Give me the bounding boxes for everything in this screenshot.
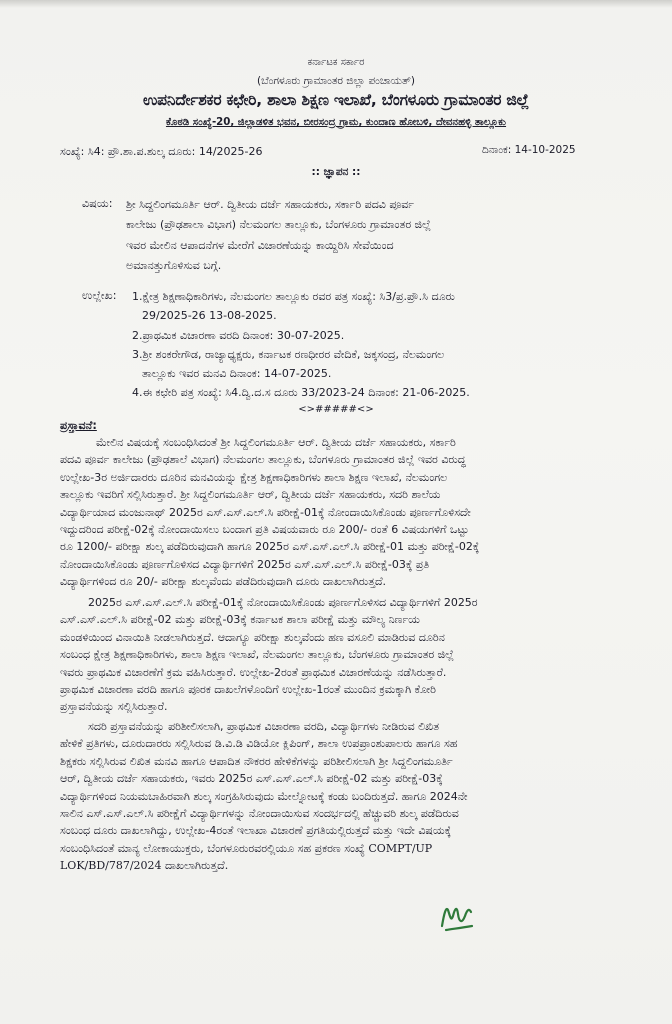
paragraph-line: ಆರ್, ದ್ವಿತೀಯ ದರ್ಜೆ ಸಹಾಯಕರು, ಇವರು 2025ರ ಎಸ್.ಎಸ್.ಎಲ್.ಸಿ ಪರೀಕ್ಷೆ-02 ಮತ್ತು ಪರೀಕ್ಷೆ-03ಕ್ಕೆ bbox=[60, 772, 443, 786]
paragraph-line: 2025ರ ಎಸ್.ಎಸ್.ಎಲ್.ಸಿ ಪರೀಕ್ಷೆ-01ಕ್ಕೆ ನೋಂದಾಯಿಸಿಕೊಂಡು ಪೂರ್ಣಗೊಳಿಸದ ವಿದ್ಯಾರ್ಥಿಗಳಿಗೆ 2025ರ bbox=[88, 596, 478, 609]
subject-line: ಇವರ ಮೇಲಿನ ಆಪಾದನೆಗಳ ಮೇರೆಗೆ ವಿಚಾರಣೆಯನ್ನು ಕಾಯ್ದಿರಿಸಿ ಸೇವೆಯಿಂದ bbox=[126, 238, 394, 252]
header-govt: ಕರ್ನಾಟಕ ಸರ್ಕಾರ bbox=[307, 57, 365, 68]
paragraph-line: ಪ್ರಸ್ತಾವನೆಯನ್ನು ಸಲ್ಲಿಸಿರುತ್ತಾರೆ. bbox=[60, 700, 168, 714]
reference-number: ಸಂಖ್ಯೆ: ಸಿ4: ಪ್ರೌ.ಶಾ.ಪ.ಶುಲ್ಕ ದೂರು: 14/2025-26 bbox=[60, 145, 263, 158]
paragraph-line: ಸದರಿ ಪ್ರಸ್ತಾವನೆಯನ್ನು ಪರಿಶೀಲಿಸಲಾಗಿ, ಪ್ರಾಥಮಿಕ ವಿಚಾರಣಾ ವರದಿ, ವಿದ್ಯಾರ್ಥಿಗಳು ನೀಡಿರುವ ಲಿಖಿತ bbox=[88, 720, 440, 733]
subject-line: ಶ್ರೀ ಸಿದ್ದಲಿಂಗಮೂರ್ತಿ ಆರ್. ದ್ವಿತೀಯ ದರ್ಜೆ ಸಹಾಯಕರು, ಸರ್ಕಾರಿ ಪದವಿ ಪೂರ್ವ bbox=[126, 198, 414, 211]
signature-initials bbox=[438, 896, 476, 936]
paragraph-line: ಸಂಬಂಧಿಸಿದಂತೆ ಮಾನ್ಯ ಲೋಕಾಯುಕ್ತರು, ಬೆಂಗಳೂರುರವರಲ್ಲಿಯೂ ಸಹ ಪ್ರಕರಣ ಸಂಖ್ಯೆ COMPT/UP bbox=[60, 841, 433, 855]
paragraph-line: ಶಿಕ್ಷಕರು ಸಲ್ಲಿಸಿರುವ ಲಿಖಿತ ಮನವಿ ಹಾಗೂ ಆಪಾದಿತ ನೌಕರರ ಹೇಳಿಕೆಗಳನ್ನು ಪರಿಶೀಲಿಸಲಾಗಿ ಶ್ರೀ ಸಿದ್ದಲಿಂಗಮೂರ್ತಿ bbox=[60, 754, 453, 768]
subject-text bbox=[126, 195, 616, 277]
paragraph-line: ಇವರು ಪ್ರಾಥಮಿಕ ವಿಚಾರಣೆಗೆ ಕ್ರಮ ವಹಿಸಿರುತ್ತಾರೆ. ಉಲ್ಲೇಖ-2ರಂತೆ ಪ್ರಾಥಮಿಕ ವಿಚಾರಣೆಯನ್ನು ನಡೆಸಿರುತ್ತಾರೆ. bbox=[60, 665, 447, 679]
page-top-edge bbox=[0, 0, 672, 8]
document-date: ದಿನಾಂಕ: 14-10-2025 bbox=[482, 144, 576, 156]
subject-label: ವಿಷಯ: bbox=[82, 197, 113, 210]
paragraph-line: ಹೇಳಿಕೆ ಪ್ರತಿಗಳು, ದೂರುದಾರರು ಸಲ್ಲಿಸಿರುವ ಡಿ.ವಿ.ಡಿ ವಿಡಿಯೋ ಕ್ಲಿಪಿಂಗ್, ಶಾಲಾ ಉಪಪ್ರಾಂಶುಪಾಲರು ಹಾಗೂ ಸಹ bbox=[60, 737, 458, 751]
reference-item: 29/2025-26 13-08-2025. bbox=[142, 309, 277, 323]
paragraph-1 bbox=[60, 434, 616, 591]
paragraph-3 bbox=[60, 718, 616, 875]
subject-line: ಅಮಾನತ್ತುಗೊಳಿಸುವ ಬಗ್ಗೆ. bbox=[126, 259, 222, 273]
references-list bbox=[132, 287, 616, 403]
reference-item: ತಾಲ್ಲೂಕು ಇವರ ಮನವಿ ದಿನಾಂಕ: 14-07-2025. bbox=[142, 367, 332, 381]
office-address: ಕೊಠಡಿ ಸಂಖ್ಯೆ-20, ಜಿಲ್ಲಾಡಳಿತ ಭವನ, ಬೀರಸಂದ್ರ ಗ್ರಾಮ, ಕುಂದಾಣ ಹೋಬಳಿ, ದೇವನಹಳ್ಳಿ ತಾಲ್ಲೂಕು bbox=[165, 117, 507, 128]
reference-item: 3.ಶ್ರೀ ಶಂಕರೇಗೌಡ, ರಾಜ್ಯಾಧ್ಯಕ್ಷರು, ಕರ್ನಾಟಕ ರಣಧೀರರ ವೇದಿಕೆ, ಜಕ್ಕಸಂದ್ರ, ನೆಲಮಂಗಲ bbox=[132, 347, 445, 361]
paragraph-line: ವಿದ್ಯಾರ್ಥಿಗಳಿಂದ ರೂ 20/- ಪರೀಕ್ಷಾ ಶುಲ್ಕವೆಂದು ಪಡೆದಿರುವುದಾಗಿ ದೂರು ದಾಖಲಾಗಿರುತ್ತದೆ. bbox=[60, 575, 387, 589]
paragraph-line: ಸಂಬಂಧ ಕ್ಷೇತ್ರ ಶಿಕ್ಷಣಾಧಿಕಾರಿಗಳು, ಶಾಲಾ ಶಿಕ್ಷಣ ಇಲಾಖೆ, ನೆಲಮಂಗಲ ತಾಲ್ಲೂಕು, ಬೆಂಗಳೂರು ಗ್ರಾಮಾಂತರ ಜಿಲ್ಲೆ bbox=[60, 648, 454, 662]
reference-item: 1.ಕ್ಷೇತ್ರ ಶಿಕ್ಷಣಾಧಿಕಾರಿಗಳು, ನೆಲಮಂಗಲ ತಾಲ್ಲೂಕು ರವರ ಪತ್ರ ಸಂಖ್ಯೆ: ಸಿ3/ಪ್ರ.ಪ್ರೌ.ಸಿ ದೂರು bbox=[132, 290, 455, 303]
memo-title: :: ಜ್ಞಾಪನ :: bbox=[311, 166, 361, 178]
reference-item: 2.ಪ್ರಾಥಮಿಕ ವಿಚಾರಣಾ ವರದಿ ದಿನಾಂಕ: 30-07-2025. bbox=[132, 328, 345, 342]
paragraph-line: ಸಂಬಂಧ ದೂರು ದಾಖಲಾಗಿದ್ದು, ಉಲ್ಲೇಖ-4ರಂತೆ ಇಲಾಖಾ ವಿಚಾರಣೆ ಪ್ರಗತಿಯಲ್ಲಿರುತ್ತದೆ ಮತ್ತು ಇದೇ ವಿಷಯಕ್ಕೆ bbox=[60, 824, 452, 838]
paragraph-line: ಉಲ್ಲೇಖ-3ರ ಅರ್ಜಿದಾರರು ದೂರಿನ ಮನವಿಯನ್ನು ಕ್ಷೇತ್ರ ಶಿಕ್ಷಣಾಧಿಕಾರಿಗಳು ಶಾಲಾ ಶಿಕ್ಷಣ ಇಲಾಖೆ, ನೆಲಮಂಗಲ bbox=[60, 470, 448, 484]
header-panchayat: (ಬೆಂಗಳೂರು ಗ್ರಾಮಾಂತರ ಜಿಲ್ಲಾ ಪಂಚಾಯತ್) bbox=[256, 75, 416, 87]
reference-item: 4.ಈ ಕಛೇರಿ ಪತ್ರ ಸಂಖ್ಯೆ: ಸಿ4.ದ್ವಿ.ದ.ಸ ದೂರು 33/2023-24 ದಿನಾಂಕ: 21-06-2025. bbox=[132, 386, 470, 400]
separator: <>#####<> bbox=[298, 404, 374, 415]
paragraph-line: ಪ್ರಾಥಮಿಕ ವಿಚಾರಣಾ ವರದಿ ಹಾಗೂ ಪೂರಕ ದಾಖಲೆಗಳೊಂದಿಗೆ ಉಲ್ಲೇಖ-1ರಂತೆ ಮುಂದಿನ ಕ್ರಮಕ್ಕಾಗಿ ಕೋರಿ bbox=[60, 682, 436, 696]
paragraph-line: ಸಾಲಿನ ಎಸ್.ಎಸ್.ಎಲ್.ಸಿ ಪರೀಕ್ಷೆಗೆ ವಿದ್ಯಾರ್ಥಿಗಳನ್ನು ನೋಂದಾಯಿಸುವ ಸಂದರ್ಭದಲ್ಲಿ ಹೆಚ್ಚುವರಿ ಶುಲ್ಕ ಪಡೆದಿರುವ bbox=[60, 806, 459, 820]
paragraph-line: ಮೇಲಿನ ವಿಷಯಕ್ಕೆ ಸಂಬಂಧಿಸಿದಂತೆ ಶ್ರೀ ಸಿದ್ದಲಿಂಗಮೂರ್ತಿ ಆರ್. ದ್ವಿತೀಯ ದರ್ಜೆ ಸಹಾಯಕರು, ಸರ್ಕಾರಿ bbox=[96, 436, 456, 449]
paragraph-line: ವಿದ್ಯಾರ್ಥಿಯಾದ ಮಂಜುನಾಥ್ 2025ರ ಎಸ್.ಎಸ್.ಎಲ್.ಸಿ ಪರೀಕ್ಷೆ-01ಕ್ಕೆ ನೋಂದಾಯಿಸಿಕೊಂಡು ಪೂರ್ಣಗೊಳಿಸದೇ bbox=[60, 505, 471, 519]
paragraph-line: ಮಂಡಳಿಯಿಂದ ವಿನಾಯಿತಿ ನೀಡಲಾಗಿರುತ್ತದೆ. ಆದಾಗ್ಯೂ ಪರೀಕ್ಷಾ ಶುಲ್ಕವೆಂದು ಹಣ ವಸೂಲಿ ಮಾಡಿರುವ ದೂರಿನ bbox=[60, 630, 445, 644]
preamble-label: ಪ್ರಸ್ತಾವನೆ: bbox=[60, 419, 97, 432]
paragraph-line: ವಿದ್ಯಾರ್ಥಿಗಳಿಂದ ನಿಯಮಬಾಹಿರವಾಗಿ ಶುಲ್ಕ ಸಂಗ್ರಹಿಸಿರುವುದು ಮೇಲ್ನೋಟಕ್ಕೆ ಕಂಡು ಬಂದಿರುತ್ತದೆ. ಹಾಗೂ 2024ನೇ bbox=[60, 789, 468, 803]
paragraph-line: ಇದ್ದುದರಿಂದ ಪರೀಕ್ಷೆ-02ಕ್ಕೆ ನೋಂದಾಯಿಸಲು ಬಂದಾಗ ಪ್ರತಿ ವಿಷಯವಾರು ರೂ 200/- ರಂತೆ 6 ವಿಷಯಗಳಿಗೆ ಒಟ್ಟು bbox=[60, 522, 469, 536]
paragraph-line: ತಾಲ್ಲೂಕು ಇವರಿಗೆ ಸಲ್ಲಿಸಿರುತ್ತಾರೆ. ಶ್ರೀ ಸಿದ್ದಲಿಂಗಮೂರ್ತಿ ಆರ್, ದ್ವಿತೀಯ ದರ್ಜೆ ಸಹಾಯಕರು, ಸದರಿ ಶಾಲೆಯ bbox=[60, 488, 441, 502]
subject-line: ಕಾಲೇಜು (ಪ್ರೌಢಶಾಲಾ ವಿಭಾಗ) ನೆಲಮಂಗಲ ತಾಲ್ಲೂಕು, ಬೆಂಗಳೂರು ಗ್ರಾಮಾಂತರ ಜಿಲ್ಲೆ bbox=[126, 218, 431, 232]
paragraph-line: ಪದವಿ ಪೂರ್ವ ಕಾಲೇಜು (ಪ್ರೌಢಶಾಲೆ ವಿಭಾಗ) ನೆಲಮಂಗಲ ತಾಲ್ಲೂಕು, ಬೆಂಗಳೂರು ಗ್ರಾಮಾಂತರ ಜಿಲ್ಲೆ ಇವರ ವಿರುದ್ಧ bbox=[60, 453, 466, 467]
paragraph-line: ನೋಂದಾಯಿಸಿಕೊಂಡು ಪೂರ್ಣಗೊಳಿಸದ ವಿದ್ಯಾರ್ಥಿಗಳಿಗೆ 2025ರ ಎಸ್.ಎಸ್.ಎಲ್.ಸಿ ಪರೀಕ್ಷೆ-03ಕ್ಕೆ ಪ್ರತಿ bbox=[60, 557, 430, 571]
paragraph-line: ಎಸ್.ಎಸ್.ಎಲ್.ಸಿ ಪರೀಕ್ಷೆ-02 ಮತ್ತು ಪರೀಕ್ಷೆ-03ಕ್ಕೆ ಕರ್ನಾಟಕ ಶಾಲಾ ಪರೀಕ್ಷೆ ಮತ್ತು ಮೌಲ್ಯ ನಿರ್ಣಯ bbox=[60, 613, 420, 627]
paragraph-2 bbox=[60, 594, 616, 716]
paragraph-line: LOK/BD/787/2024 ದಾಖಲಾಗಿರುತ್ತದೆ. bbox=[60, 859, 229, 873]
paragraph-line: ರೂ 1200/- ಪರೀಕ್ಷಾ ಶುಲ್ಕ ಪಡೆದಿರುವುದಾಗಿ ಹಾಗೂ 2025ರ ಎಸ್.ಎಸ್.ಎಲ್.ಸಿ ಪರೀಕ್ಷೆ-01 ಮತ್ತು ಪರೀಕ್ಷೆ-02ಕ್ಕೆ bbox=[60, 540, 480, 554]
references-label: ಉಲ್ಲೇಖ: bbox=[82, 289, 117, 302]
office-title: ಉಪನಿರ್ದೇಶಕರ ಕಛೇರಿ, ಶಾಲಾ ಶಿಕ್ಷಣ ಇಲಾಖೆ, ಬೆಂಗಳೂರು ಗ್ರಾಮಾಂತರ ಜಿಲ್ಲೆ bbox=[143, 91, 529, 109]
